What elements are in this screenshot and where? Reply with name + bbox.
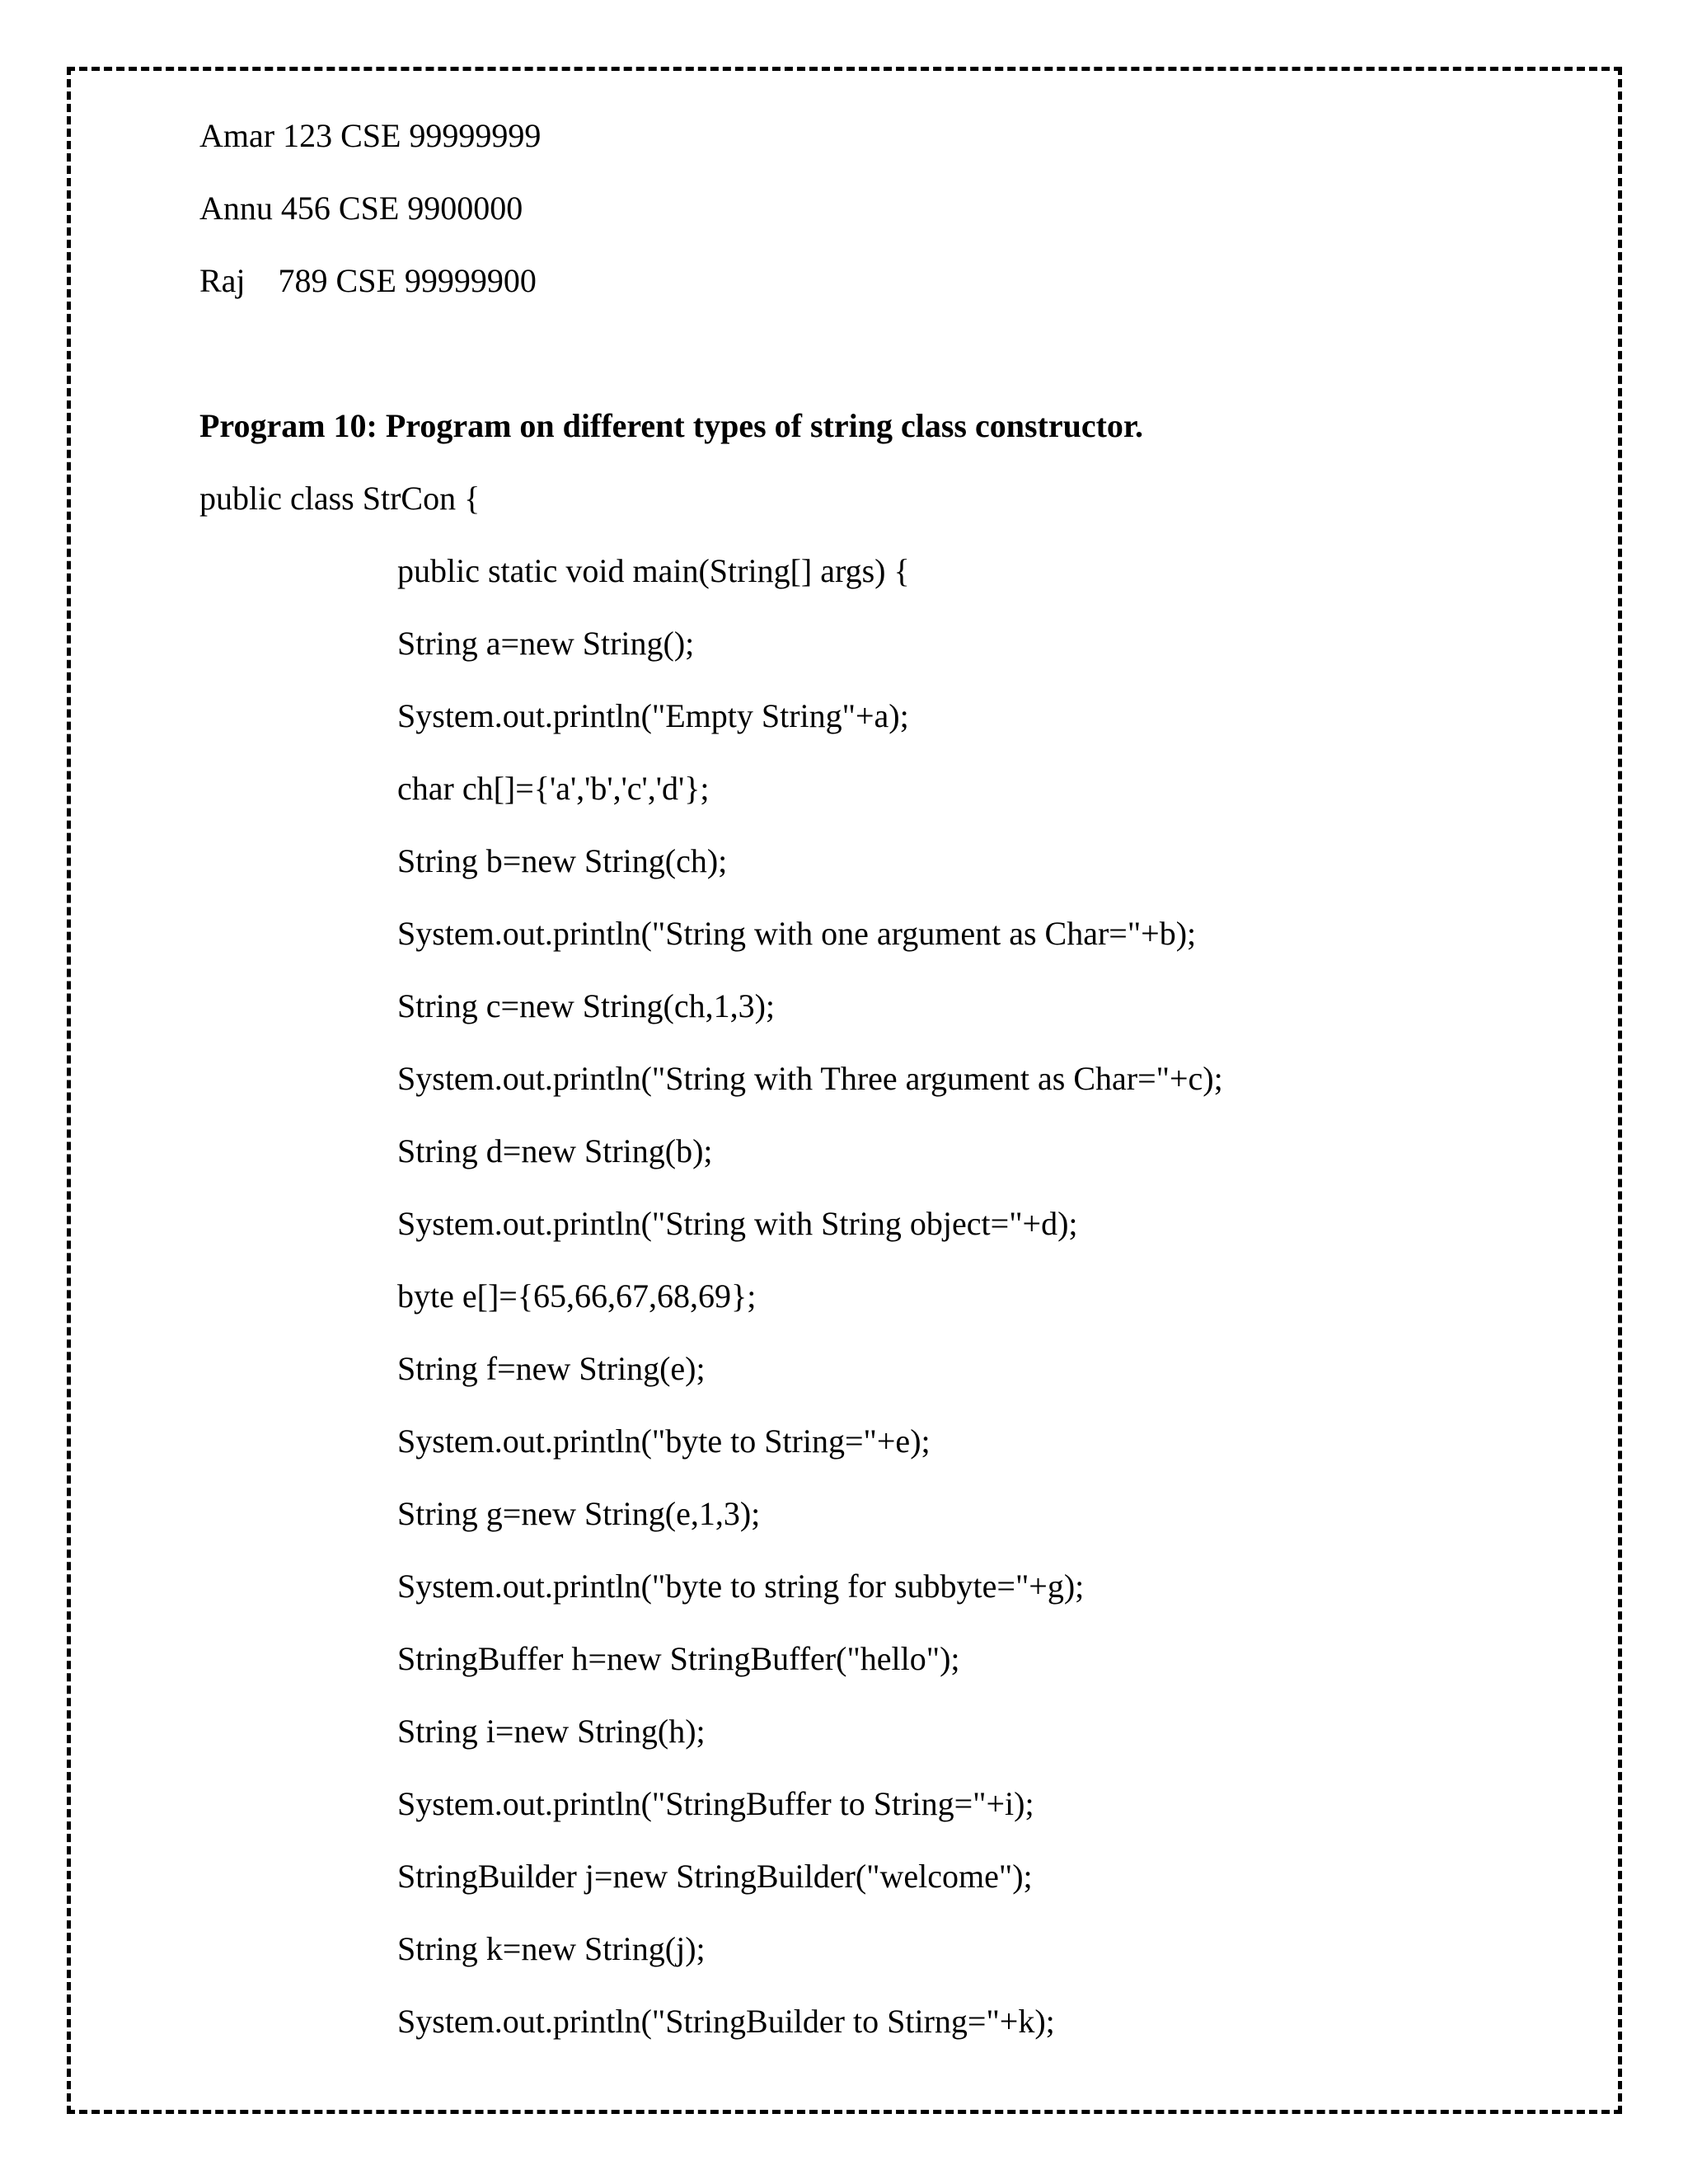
code-line: StringBuilder j=new StringBuilder("welcome"); [397,1858,1033,1895]
code-line: String a=new String(); [397,625,695,662]
code-line: String g=new String(e,1,3); [397,1495,761,1532]
code-line: System.out.println("byte to string for subbyte="+g); [397,1568,1085,1605]
record-line: Amar 123 CSE 99999999 [199,117,542,154]
code-line: byte e[]={65,66,67,68,69}; [397,1277,757,1315]
code-line: System.out.println("StringBuffer to String="+i); [397,1785,1034,1822]
code-line: System.out.println("String with String object="+d); [397,1205,1078,1242]
code-line-class-decl: public class StrCon { [199,480,481,517]
code-line: public static void main(String[] args) { [397,552,910,589]
code-line: String k=new String(j); [397,1930,706,1967]
code-line: String c=new String(ch,1,3); [397,987,776,1024]
program-heading: Program 10: Program on different types of string class constructor. [199,407,1143,444]
code-line: System.out.println("StringBuilder to Stirng="+k); [397,2003,1055,2040]
record-line: Raj 789 CSE 99999900 [199,262,537,299]
code-line: String f=new String(e); [397,1350,706,1387]
code-line: StringBuffer h=new StringBuffer("hello"); [397,1640,960,1677]
code-line: System.out.println("byte to String="+e); [397,1422,931,1460]
record-line: Annu 456 CSE 9900000 [199,190,523,227]
code-line: char ch[]={'a','b','c','d'}; [397,770,710,807]
code-line: System.out.println("String with Three argument as Char="+c); [397,1060,1223,1097]
code-line: System.out.println("String with one argument as Char="+b); [397,915,1197,952]
code-line: System.out.println("Empty String"+a); [397,697,909,734]
code-line: String i=new String(h); [397,1713,706,1750]
code-line: String b=new String(ch); [397,842,728,879]
code-line: String d=new String(b); [397,1132,713,1169]
